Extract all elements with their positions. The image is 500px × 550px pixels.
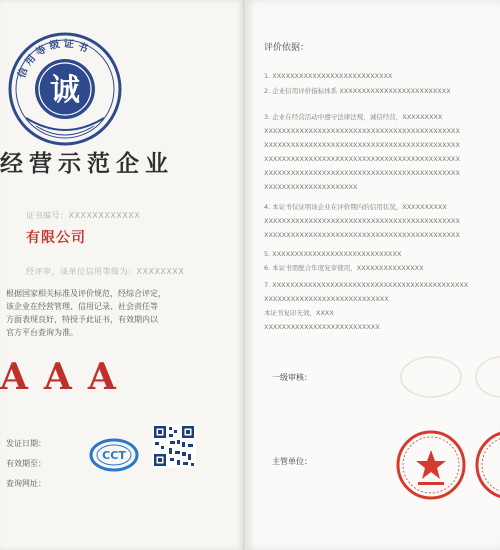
seal-center-glyph: 诚 [50, 73, 80, 108]
evaluation-item: XXXXXXXXXXXXXXXXXXXXXXXXXXXXXXXXXXXXXXXXXXXX [264, 169, 460, 177]
first-review-label: 一级审核： [272, 373, 312, 382]
evaluation-item: 6. 本证书需配合年度复审使用，XXXXXXXXXXXXXXX [264, 264, 424, 272]
embossed-seal-icon [396, 352, 466, 402]
certificate-paragraph [6, 287, 236, 339]
evaluation-item: XXXXXXXXXXXXXXXXXXXXXXXXXXXXXXXXXXXXXXXXXXXX [264, 127, 460, 135]
paragraph-line: 根据国家相关标准及评价规范，经综合评定， [6, 289, 166, 298]
evaluation-item: XXXXXXXXXXXXXXXXXXXXXXXXXXXXXXXXXXXXXXXXXXXX [264, 217, 460, 225]
certificate-title: 经营示范企业 [0, 150, 174, 177]
evaluation-item: 4. 本证书仅证明该企业在评价期内的信用状况，XXXXXXXXXX [264, 203, 447, 211]
evaluation-item: 5. XXXXXXXXXXXXXXXXXXXXXXXXXXXXX [264, 250, 402, 258]
evaluation-item: 7. XXXXXXXXXXXXXXXXXXXXXXXXXXXXXXXXXXXXXXXXXXXX [264, 281, 469, 289]
valid-until-label: 有效期至： [6, 459, 46, 468]
qr-code-icon [152, 424, 196, 468]
rating-statement-line: 经评审，该单位信用等级为：XXXXXXXX [26, 267, 185, 276]
evaluation-item: XXXXXXXXXXXXXXXXXXXXX [264, 183, 358, 191]
evaluation-item: 3. 企业在经营活动中遵守法律法规，诚信经营，XXXXXXXXX [264, 113, 443, 121]
evaluation-item: 本证书复印无效，XXXX [264, 309, 334, 317]
certificate-number-line: 证书编号：XXXXXXXXXXXX [26, 211, 141, 220]
credit-rating: AAA [0, 356, 132, 398]
seal-ring-text: 信 用 等 级 证 书 [16, 38, 90, 80]
evaluation-item: XXXXXXXXXXXXXXXXXXXXXXXXXX [264, 323, 380, 331]
issue-date-label: 发证日期： [6, 439, 46, 448]
paragraph-line: 该企业在经营管理、信用记录、社会责任等 [6, 302, 158, 311]
logo-text: CCT [102, 449, 126, 462]
evaluation-item: XXXXXXXXXXXXXXXXXXXXXXXXXXXX [264, 295, 389, 303]
certificate-back-page [246, 0, 500, 550]
embossed-seal-icon [472, 352, 500, 402]
official-red-stamp-icon [472, 428, 500, 502]
query-url-label: 查询网址： [6, 479, 46, 488]
official-red-stamp-icon [394, 428, 468, 502]
evaluation-item: 2. 企业信用评价指标体系 XXXXXXXXXXXXXXXXXXXXXXXXX [264, 87, 451, 95]
certification-seal-icon [6, 30, 124, 148]
authority-label: 主管单位： [272, 457, 312, 466]
evaluation-basis-heading: 评价依据： [264, 43, 310, 53]
evaluation-item: XXXXXXXXXXXXXXXXXXXXXXXXXXXXXXXXXXXXXXXXXXXX [264, 155, 460, 163]
paragraph-line: 官方平台查询为准。 [6, 328, 78, 337]
evaluation-item: 1. XXXXXXXXXXXXXXXXXXXXXXXXXXX [264, 72, 393, 80]
evaluation-item: XXXXXXXXXXXXXXXXXXXXXXXXXXXXXXXXXXXXXXXXXXXX [264, 231, 460, 239]
evaluation-item: XXXXXXXXXXXXXXXXXXXXXXXXXXXXXXXXXXXXXXXXXXXX [264, 141, 460, 149]
company-name: 有限公司 [26, 230, 86, 246]
certificate-front-page [0, 0, 244, 550]
paragraph-line: 方面表现良好，特授予此证书，有效期内以 [6, 315, 158, 324]
certification-body-logo-icon [88, 436, 140, 474]
